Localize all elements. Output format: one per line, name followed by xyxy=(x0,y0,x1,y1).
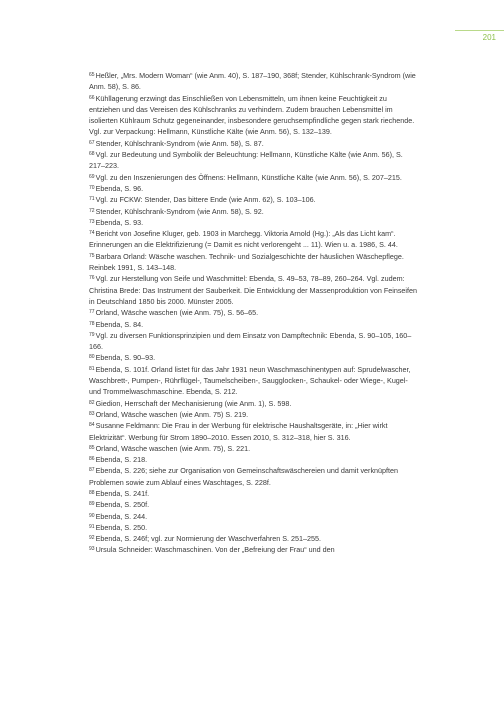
footnote-text: Stender, Kühlschrank-Syndrom (wie Anm. 58), S. 92. xyxy=(95,206,264,216)
footnote-text: Ebenda, S. 226; siehe zur Organisation von Gemeinschaftswäschereien und damit verknüpften Problemen sowie zum Ablauf eines Waschtages, S. 228f. xyxy=(89,466,399,487)
footnote-65 xyxy=(89,70,419,93)
footnote-text: Ebenda, S. 90–93. xyxy=(95,353,156,363)
footnote-73 xyxy=(89,217,419,228)
footnote-text: Orland, Wäsche waschen (wie Anm. 75), S. 221. xyxy=(95,443,251,453)
footnote-72 xyxy=(89,206,419,217)
footnote-text: Stender, Kühlschrank-Syndrom (wie Anm. 58), S. 87. xyxy=(95,138,264,148)
footnote-84 xyxy=(89,420,419,443)
footnote-number: 84 xyxy=(89,422,95,429)
footnote-number: 66 xyxy=(89,94,95,101)
footnote-number: 75 xyxy=(89,252,95,259)
footnote-number: 76 xyxy=(89,275,95,282)
footnote-69 xyxy=(89,172,419,183)
footnote-text: Orland, Wäsche waschen (wie Anm. 75) S. 219. xyxy=(95,409,249,419)
footnote-75 xyxy=(89,251,419,274)
footnote-number: 80 xyxy=(89,354,95,361)
footnote-text: Bericht von Josefine Kluger, geb. 1903 in Marchegg. Viktoria Arnold (Hg.): „Als das Licht kam“. Erinnerungen an die Elektrifizierung (= Damit es nicht verlorengeht ... 11). Wien u. a. 1986, S. 44. xyxy=(89,229,398,250)
footnote-number: 93 xyxy=(89,546,95,553)
footnote-text: Ebenda, S. 250. xyxy=(95,522,148,532)
footnote-82 xyxy=(89,398,419,409)
footnote-number: 89 xyxy=(89,501,95,508)
footnote-number: 85 xyxy=(89,444,95,451)
footnote-91 xyxy=(89,522,419,533)
footnote-text: Vgl. zu den Inszenierungen des Öffnens: Hellmann, Künstliche Kälte (wie Anm. 56), S. 207–215. xyxy=(95,172,402,182)
footnote-text: Susanne Feldmann: Die Frau in der Werbung für elektrische Haushaltsgeräte, in: „Hier wirkt Elektrizität“. Werbung für Strom 1890–2010. Essen 2010, S. 312–318, hier S. 316. xyxy=(89,421,388,442)
footnote-67 xyxy=(89,138,419,149)
footnote-number: 70 xyxy=(89,184,95,191)
footnote-text: Kühllagerung erzwingt das Einschließen von Lebensmitteln, um ihnen keine Feuchtigkeit zu entziehen und das Vereisen des Kühlschranks zu verhindern. Zudem brauchen Lebensmittel im isolierten Kühlraum Schutz gegeneinander, insbesondere geruchsempfindliche gegen stark riechende. Vgl. zur Verpackung: Hellmann, Künstliche Kälte (wie Anm. 56), S. 132–139. xyxy=(89,93,415,137)
footnote-number: 91 xyxy=(89,523,95,530)
footnote-number: 79 xyxy=(89,331,95,338)
footnote-81 xyxy=(89,364,419,398)
footnotes-list xyxy=(89,70,419,556)
footnote-text: Vgl. zu FCKW: Stender, Das bittere Ende (wie Anm. 62), S. 103–106. xyxy=(95,195,316,205)
footnote-number: 90 xyxy=(89,512,95,519)
footnote-text: Giedion, Herrschaft der Mechanisierung (wie Anm. 1), S. 598. xyxy=(95,398,292,408)
footnote-text: Ebenda, S. 244. xyxy=(95,511,148,521)
footnote-number: 74 xyxy=(89,230,95,237)
footnote-80 xyxy=(89,352,419,363)
footnote-92 xyxy=(89,533,419,544)
footnote-text: Ebenda, S. 246f; vgl. zur Normierung der Waschverfahren S. 251–255. xyxy=(95,534,322,544)
footnote-text: Orland, Wäsche waschen (wie Anm. 75), S. 56–65. xyxy=(95,308,259,318)
footnote-number: 88 xyxy=(89,489,95,496)
footnote-text: Ebenda, S. 101f. Orland listet für das Jahr 1931 neun Waschmaschinentypen auf: Sprudelwascher, Waschbrett-, Pumpen-, Rührflügel-, Taumelscheiben-, Saugglocken-, Schaukel- oder Wiege-, Kugel- und Trommelwaschmaschine. Ebenda, S. 212. xyxy=(89,364,411,397)
page-number: 201 xyxy=(482,33,496,42)
footnote-76 xyxy=(89,273,419,307)
footnote-text: Ursula Schneider: Waschmaschinen. Von der „Befreiung der Frau“ und den xyxy=(95,545,335,555)
footnote-70 xyxy=(89,183,419,194)
footnote-89 xyxy=(89,499,419,510)
footnote-66 xyxy=(89,93,419,138)
footnote-number: 65 xyxy=(89,72,95,78)
footnote-77 xyxy=(89,307,419,318)
header-rule xyxy=(455,30,504,31)
footnote-number: 87 xyxy=(89,467,95,474)
footnote-number: 67 xyxy=(89,139,95,146)
footnote-text: Vgl. zur Bedeutung und Symbolik der Beleuchtung: Hellmann, Künstliche Kälte (wie Anm. 56), S. 217–223. xyxy=(89,150,403,171)
footnote-number: 86 xyxy=(89,456,95,463)
footnote-number: 69 xyxy=(89,173,95,180)
footnote-number: 71 xyxy=(89,196,95,203)
footnote-text: Vgl. zu diversen Funktionsprinzipien und dem Einsatz von Dampftechnik: Ebenda, S. 90–105, 160–166. xyxy=(89,330,412,352)
footnote-text: Vgl. zur Herstellung von Seife und Waschmittel: Ebenda, S. 49–53, 78–89, 260–264. Vgl. zudem: Christina Brede: Das Instrument der Sauberkeit. Die Entwicklung der Massenproduktion von Feinseifen in Deutschland 1850 bis 2000. Münster 2005. xyxy=(89,274,417,306)
footnote-text: Ebenda, S. 93. xyxy=(95,217,144,227)
footnote-number: 72 xyxy=(89,207,95,214)
footnote-text: Ebenda, S. 84. xyxy=(95,319,144,329)
footnote-number: 68 xyxy=(89,151,95,158)
footnote-number: 77 xyxy=(89,309,95,316)
footnote-text: Ebenda, S. 96. xyxy=(95,183,144,193)
footnote-86 xyxy=(89,454,419,465)
footnote-text: Ebenda, S. 250f. xyxy=(95,500,150,510)
footnote-number: 92 xyxy=(89,535,95,542)
footnote-88 xyxy=(89,488,419,499)
footnote-text: Ebenda, S. 241f. xyxy=(95,488,150,498)
footnote-90 xyxy=(89,511,419,522)
footnote-text: Heßler, „Mrs. Modern Woman“ (wie Anm. 40), S. 187–190, 368f; Stender, Kühlschrank-Syndrom (wie Anm. 58), S. 86. xyxy=(89,71,416,92)
footnote-93 xyxy=(89,544,419,555)
footnote-83 xyxy=(89,409,419,420)
footnote-79 xyxy=(89,330,419,353)
footnote-text: Ebenda, S. 218. xyxy=(95,455,148,465)
footnote-87 xyxy=(89,465,419,488)
footnote-number: 73 xyxy=(89,218,95,225)
footnote-74 xyxy=(89,228,419,251)
footnote-71 xyxy=(89,194,419,205)
footnote-number: 82 xyxy=(89,399,95,406)
footnote-68 xyxy=(89,149,419,172)
footnote-number: 83 xyxy=(89,410,95,417)
footnote-85 xyxy=(89,443,419,454)
footnote-78 xyxy=(89,319,419,330)
footnote-number: 78 xyxy=(89,320,95,327)
footnote-text: Barbara Orland: Wäsche waschen. Technik- und Sozialgeschichte der häuslichen Wäschepflege. Reinbek 1991, S. 143–148. xyxy=(89,251,404,273)
footnote-number: 81 xyxy=(89,365,95,372)
